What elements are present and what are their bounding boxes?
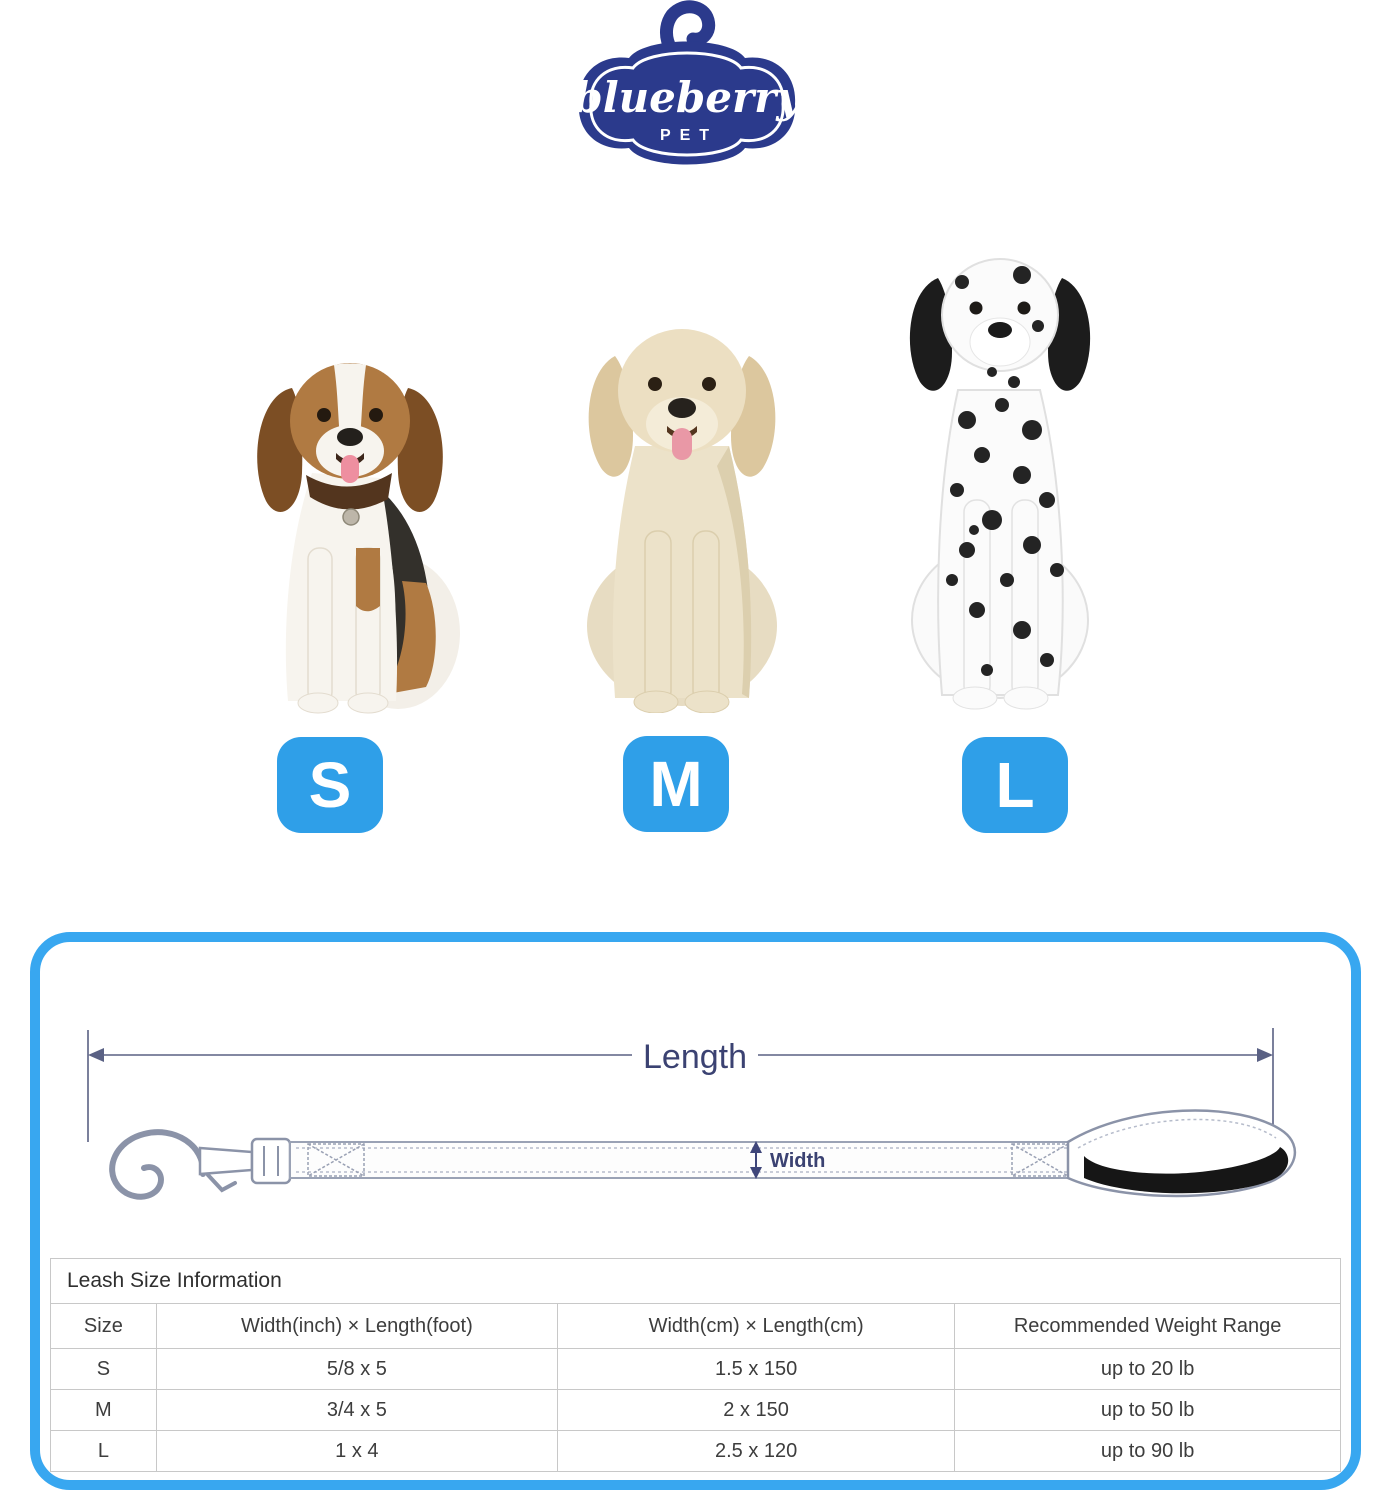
weight-cell: up to 90 lb bbox=[955, 1431, 1341, 1472]
dalmatian-image bbox=[872, 230, 1127, 713]
col-header-inch: Width(inch) × Length(foot) bbox=[156, 1304, 557, 1349]
leash-size-table bbox=[50, 1258, 1341, 1472]
inch-cell: 5/8 x 5 bbox=[156, 1349, 557, 1390]
table-title: Leash Size Information bbox=[51, 1259, 1341, 1304]
inch-cell: 3/4 x 5 bbox=[156, 1390, 557, 1431]
weight-cell: up to 20 lb bbox=[955, 1349, 1341, 1390]
col-header-weight: Recommended Weight Range bbox=[955, 1304, 1341, 1349]
golden-retriever-image bbox=[557, 296, 807, 713]
leash-spec-box bbox=[30, 932, 1361, 1490]
blueberry-pet-logo bbox=[557, 0, 817, 185]
cm-cell: 2.5 x 120 bbox=[557, 1431, 954, 1472]
inch-cell: 1 x 4 bbox=[156, 1431, 557, 1472]
table-row-l bbox=[51, 1431, 1341, 1472]
arrowhead-right bbox=[1257, 1048, 1273, 1062]
size-cell: M bbox=[51, 1390, 157, 1431]
table-row-m bbox=[51, 1390, 1341, 1431]
leash-diagram bbox=[40, 942, 1351, 1272]
width-label: Width bbox=[770, 1150, 826, 1172]
size-cell: S bbox=[51, 1349, 157, 1390]
length-label: Length bbox=[643, 1038, 747, 1076]
brand-name-text: blueberry bbox=[573, 73, 801, 122]
table-header-row bbox=[51, 1304, 1341, 1349]
leash-handle-drawing bbox=[1068, 1110, 1295, 1195]
brand-sub-text: PET bbox=[659, 127, 719, 144]
size-badge-l: L bbox=[962, 737, 1068, 833]
cm-cell: 2 x 150 bbox=[557, 1390, 954, 1431]
col-header-cm: Width(cm) × Length(cm) bbox=[557, 1304, 954, 1349]
cm-cell: 1.5 x 150 bbox=[557, 1349, 954, 1390]
size-badge-m: M bbox=[623, 736, 729, 832]
logo-tag-graphic bbox=[557, 0, 817, 185]
beagle-image bbox=[230, 333, 470, 716]
size-badge-s: S bbox=[277, 737, 383, 833]
arrowhead-left bbox=[88, 1048, 104, 1062]
table-row-s bbox=[51, 1349, 1341, 1390]
weight-cell: up to 50 lb bbox=[955, 1390, 1341, 1431]
leash-strap-drawing bbox=[290, 1142, 1102, 1178]
col-header-size: Size bbox=[51, 1304, 157, 1349]
size-cell: L bbox=[51, 1431, 157, 1472]
snap-hook-drawing bbox=[112, 1132, 290, 1197]
table-title-row bbox=[51, 1259, 1341, 1304]
